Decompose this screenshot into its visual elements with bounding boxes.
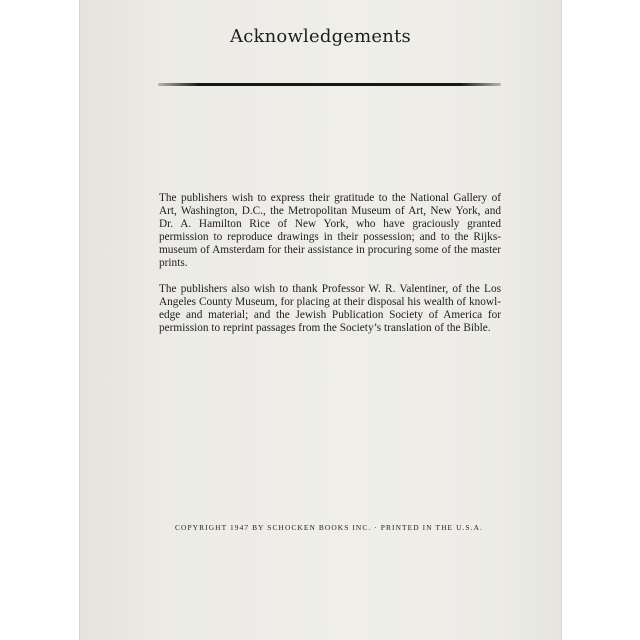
copyright-line: COPYRIGHT 1947 BY SCHOCKEN BOOKS INC. · PRINTED IN THE U.S.A. xyxy=(175,523,483,532)
title-rule-divider xyxy=(158,83,501,86)
paragraph-gratitude: The publishers wish to express their gratitude to the National Gallery of Art, Washington, D.C., the Metropolitan Museum of Art, New York, and Dr. A. Hamilton Rice of New York, who have graciously granted permission to reproduce drawings in their possession; and to the Rijksmuseum of Amsterdam for their assistance in procuring some of the master prints. xyxy=(159,192,501,269)
page-title: Acknowledgements xyxy=(230,26,411,47)
acknowledgement-text xyxy=(159,192,501,348)
paragraph-thanks: The publishers also wish to thank Professor W. R. Valentiner, of the Los Angeles County Museum, for placing at their disposal his wealth of knowledge and material; and the Jewish Publication Society of America for permission to reprint passages from the Society’s translation of the Bible. xyxy=(159,283,501,334)
book-page xyxy=(79,0,562,640)
